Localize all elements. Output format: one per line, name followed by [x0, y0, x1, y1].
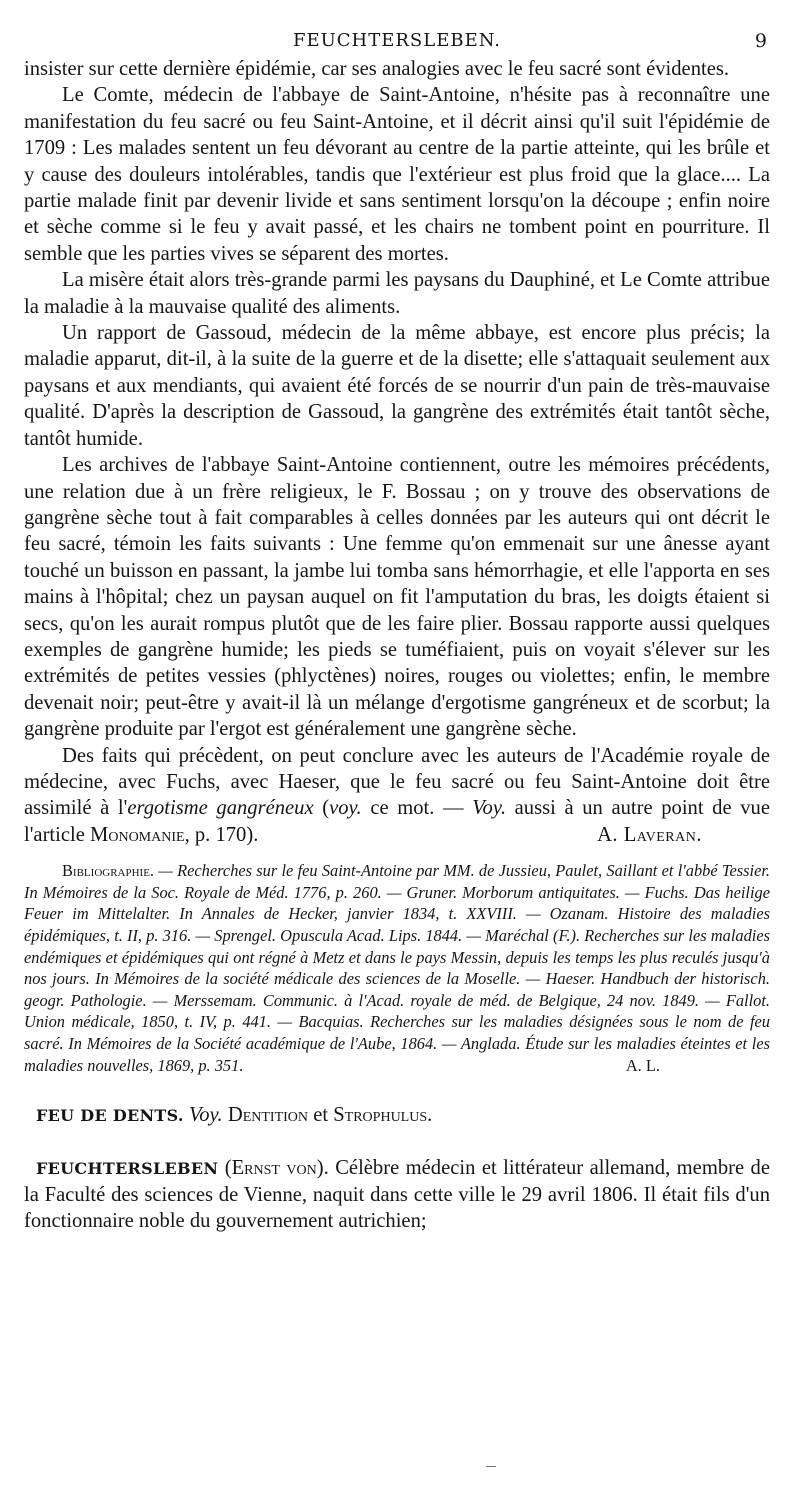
conjunction: et — [313, 1104, 329, 1127]
entry-text: Célèbre médecin et littérateur allemand, membre de la Faculté des sciences de Vienne, naquit dans cette ville le 29 avril 1806. Il était fils d'un fonctionnaire noble du gouvernement autrichien; — [24, 1157, 770, 1233]
text: Des faits qui précèdent, on peut conclure avec les auteurs de l'Académie royale de médecine, avec Fuchs, avec Haeser, que le feu sacré ou feu Saint-Antoine doit être assimilé à l' — [24, 744, 770, 820]
paragraph: Les archives de l'abbaye Saint-Antoine contiennent, outre les mémoires précédents, une relation due à un frère religieux, le F. Bossau ; on y trouve des observations de gangrène sèche tout à fait comparables à celles données par les auteurs qui ont décrit le feu sacré, témoin les faits suivants : Une femme qu'on emmenait sur une ânesse ayant touché un buisson en passant, la jambe lui tomba sans hémorrhagie, et elle l'apporta en ses mains à l'hôpital; chez un paysan auquel on fit l'amputation du bras, les doigts étaient si secs, qu'on les aurait rompus plutôt que de les faire plier. Bossau rapporte aussi quelques exemples de gangrène humide; les pieds se tuméfiaient, puis on voyait s'élever sur les extrémités de petites vessies (phlyctènes) noires, rouges ou violettes; enfin, le membre devenait noir; peut-être y avait-il là un mélange d'ergotisme gangréneux et de scorbut; la gangrène produite par l'ergot est généralement une gangrène sèche. — [24, 454, 770, 741]
page — [24, 26, 770, 1234]
text: ce mot. — — [361, 797, 473, 820]
cross-reference: Dentition — [227, 1104, 309, 1127]
entry-feuchtersleben — [24, 1155, 770, 1234]
text: ( — [313, 797, 330, 820]
entry-feu-de-dents — [24, 1102, 770, 1129]
author-signature: A. Laveran. — [597, 823, 702, 846]
paragraph: Le Comte, médecin de l'abbaye de Saint-Antoine, n'hésite pas à reconnaître une manifestation du feu sacré ou feu Saint-Antoine, et il décrit ainsi qu'il suit l'épidémie de 1709 : Les malades sentent un feu dévorant au centre de la partie atteinte, qui les brûle et y cause des douleurs intolérables, tandis que l'extérieur est plus froid que la glace.... La partie malade finit par devenir livide et sans sentiment lorsqu'on la découpe ; enfin noire et sèche comme si le feu y avait passé, et les chairs ne tombent point en pourriture. Il semble que les parties vives se séparent des mortes. — [24, 84, 770, 265]
conclusion-paragraph — [24, 743, 770, 849]
running-title: FEUCHTERSLEBEN. — [292, 30, 502, 51]
italic-term: ergotisme gangréneux — [127, 797, 314, 820]
bibliography — [24, 860, 770, 1076]
headword: FEU DE DENTS. — [36, 1106, 184, 1126]
cross-reference: Monomanie — [90, 823, 185, 846]
voy-ref: Voy. — [188, 1104, 223, 1127]
bibliography-text: — Recherches sur le feu Saint-Antoine par MM. de Jussieu, Paulet, Saillant et l'abbé Tessier. In Mémoires de la Soc. Royale de Méd. 1776, p. 260. — Gruner. Morborum antiquitates. — Fuchs. Das heilige Feuer im Mittelalter. In Annales de Hecker, janvier 1834, t. XXVIII. — Ozanam. Histoire des maladies épidémiques, t. II, p. 316. — Sprengel. Opuscula Acad. Lips. 1844. — Maréchal (F.). Recherches sur les maladies endémiques et épidémiques qui ont régné à Metz et dans le pays Messin, depuis les temps les plus reculés jusqu'à nos jours. In Mémoires de la société médicale des sciences de la Moselle. — Haeser. Handbuch der historisch. geogr. Pathologie. — Merssemam. Communic. à l'Acad. royale de méd. de Belgique, 24 nov. 1849. — Fallot. Union médicale, 1850, t. IV, p. 441. — Bacquias. Recherches sur les maladies désignées sous le nom de feu sacré. In Mémoires de la Société académique de l'Aube, 1864. — Anglada. Étude sur les maladies éteintes et les maladies nouvelles, 1869, p. 351. — [24, 861, 770, 1075]
footer-mark — [486, 1466, 496, 1467]
italic-ref: Voy. — [472, 797, 507, 820]
person-name: (Ernst von). — [224, 1157, 329, 1180]
bibliography-signature: A. L. — [625, 1055, 660, 1075]
cross-reference: Strophulus. — [333, 1104, 433, 1127]
bibliography-label: Bibliographie. — [62, 861, 155, 881]
page-number: 9 — [754, 30, 768, 52]
article-body — [24, 56, 770, 848]
headword: FEUCHTERSLEBEN — [36, 1159, 219, 1179]
text: , p. 170). — [184, 823, 259, 846]
paragraph: Un rapport de Gassoud, médecin de la même abbaye, est encore plus précis; la maladie apparut, dit-il, à la suite de la guerre et de la disette; elle s'attaquait seulement aux paysans et aux mendiants, qui avaient été forcés de se nourrir d'un pain de très-mauvaise qualité. D'après la description de Gassoud, la gangrène des extrémités était tantôt sèche, tantôt humide. — [24, 322, 770, 450]
paragraph: insister sur cette dernière épidémie, car ses analogies avec le feu sacré sont évidentes. — [24, 58, 730, 80]
paragraph: La misère était alors très-grande parmi les paysans du Dauphiné, et Le Comte attribue la maladie à la mauvaise qualité des aliments. — [24, 269, 770, 318]
running-header — [24, 26, 770, 56]
italic-ref: voy. — [329, 797, 362, 820]
text: aussi à un autre point de vue l'article — [24, 797, 770, 846]
